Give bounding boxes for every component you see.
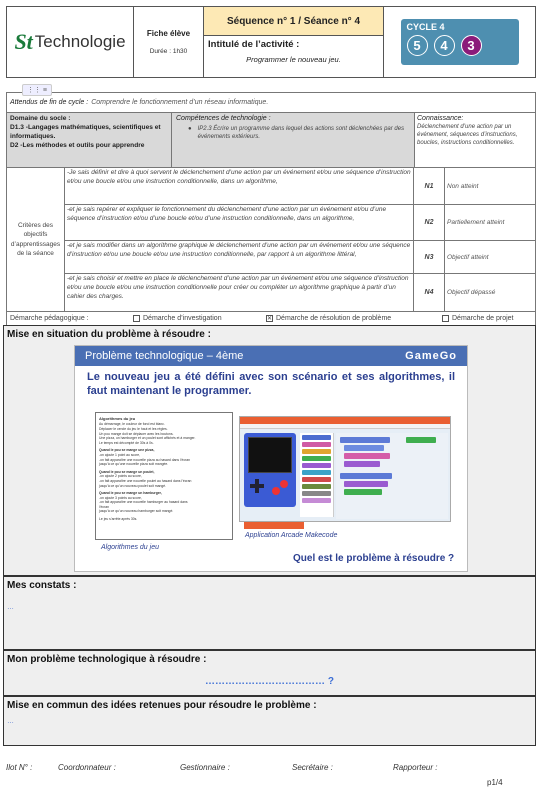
intitule-label: Intitulé de l’activité : <box>208 39 300 50</box>
checkbox-checked-icon[interactable]: ✕ <box>266 315 273 322</box>
competence-item <box>176 125 410 141</box>
section-title: Mise en commun des idées retenues pour résoudre le problème : <box>7 700 317 711</box>
palette-item <box>302 435 331 440</box>
cycle-cell <box>384 7 535 77</box>
palette-item <box>302 498 331 503</box>
probleme-section <box>3 650 536 696</box>
connaissance-title: Connaissance: <box>417 115 464 122</box>
critere-row <box>65 241 535 274</box>
mes-constats-section <box>3 576 536 650</box>
critere-row <box>65 168 535 205</box>
dpad-icon <box>250 479 264 493</box>
criteres-label: Critères des objectifs d’apprentissages de la séance <box>7 168 65 311</box>
cycle-badge <box>401 19 519 65</box>
demarche-label: Démarche pédagogique : <box>10 315 89 322</box>
palette-item <box>302 456 331 461</box>
arcade-toolbar <box>240 424 450 429</box>
slide-band-title: Problème technologique – 4ème <box>85 350 244 362</box>
code-block <box>344 445 384 451</box>
connaissance-cell <box>415 113 535 167</box>
palette-item <box>302 463 331 468</box>
a-button-icon <box>280 480 288 488</box>
palette-item <box>302 442 331 447</box>
b-button-icon <box>272 487 280 495</box>
demarche-option-label: Démarche de résolution de problème <box>276 315 392 322</box>
cycle-level-3: 3 <box>461 35 482 56</box>
demarche-option-investigation[interactable] <box>133 315 266 322</box>
technologie-logo <box>14 29 125 55</box>
algo-line: Au démarrage, le couleur de fond est blanc. <box>99 422 165 427</box>
cycle-level-4: 4 <box>434 35 455 56</box>
logo-prefix: St <box>14 29 33 54</box>
connaissance-value: Déclenchement d’une action par un événement, séquences d’instructions, boucles, instructions conditionnelles. <box>417 124 518 147</box>
algo-line: jusqu’à ce qu’un nouveau poulet soit mangé. <box>99 483 167 488</box>
mise-en-situation-section <box>3 325 536 576</box>
domaine-item-2: D2 -Les méthodes et outils pour apprendre <box>10 141 145 149</box>
logo-text: Technologie <box>34 32 126 51</box>
competences-title: Compétences de technologie : <box>176 115 271 122</box>
domaine-title: Domaine du socle : <box>10 115 71 122</box>
critere-text: -et je sais repérer et expliquer le fonctionnement du déclenchement d’une action par un événement et/ou d’une séquence d’instruction et/ou d’une boucle et/ou d’une instruction conditionnelle, dans un algorithme, <box>65 205 414 240</box>
critere-level-label: Objectif atteint <box>447 253 489 261</box>
competences-cell <box>172 113 415 167</box>
code-block <box>344 461 380 467</box>
criteres-block <box>6 168 536 312</box>
attendus-label: Attendus de fin de cycle : <box>10 99 89 106</box>
algo-line: -on ajoute 1 point au score, <box>99 452 141 457</box>
arcade-caption: Application Arcade Makecode <box>245 532 338 539</box>
critere-level-code: N1 <box>414 168 445 204</box>
algo-line: -on fait apparaître une nouvelle pizza au hasard dans l’écran <box>99 457 191 462</box>
critere-row <box>65 274 535 311</box>
page-number: p1/4 <box>487 778 503 787</box>
arcade-footer-bar <box>244 522 304 529</box>
competences-table <box>6 92 536 326</box>
fiche-title: Fiche élève <box>146 29 191 38</box>
demarche-option-projet[interactable] <box>442 315 513 322</box>
code-block <box>340 437 390 443</box>
code-block <box>344 489 382 495</box>
algo-line: Une pizza, un hamburger et un poulet sont affichés et à manger. <box>99 436 196 441</box>
sequence-label: Séquence n° 1 / Séance n° 4 <box>204 7 383 36</box>
slide-subtitle: Le nouveau jeu a été défini avec son scénario et ses algorithmes, il faut maintenant le programmer. <box>87 371 455 397</box>
console-screen <box>248 437 292 473</box>
critere-level-code: N3 <box>414 241 445 273</box>
algo-line: -on fait apparaître une nouvelle hamburger au hasard dans <box>99 500 188 505</box>
code-workspace <box>336 433 448 519</box>
critere-level-label: Objectif dépassé <box>447 289 496 296</box>
critere-level-code: N2 <box>414 205 445 240</box>
algo-line: Le temps est décompté de 30s à 0s. <box>99 440 154 445</box>
section-title: Mes constats : <box>7 580 77 591</box>
attendus-value: Comprendre le fonctionnement d’un réseau informatique. <box>91 99 269 106</box>
algo-line: l’écran <box>99 504 109 509</box>
checkbox-unchecked-icon[interactable] <box>133 315 140 322</box>
secretaire-label: Secrétaire : <box>292 763 333 772</box>
algo-line: Quand le pou se mange un poulet, <box>99 469 155 474</box>
gamego-logo: GameGo <box>405 350 457 362</box>
gestionnaire-label: Gestionnaire : <box>180 763 230 772</box>
algo-title: Algorithmes du jeu <box>99 416 136 421</box>
palette-item <box>302 449 331 454</box>
algo-caption: Algorithmes du jeu <box>101 544 159 551</box>
section-title: Mon problème technologique à résoudre : <box>7 654 207 665</box>
palette-item <box>302 470 331 475</box>
algo-line: -on ajoute 3 points au score, <box>99 495 142 500</box>
arcade-makecode-screenshot <box>239 416 451 522</box>
intitule-value: Programmer le nouveau jeu. <box>246 55 341 64</box>
algo-line: Un pou mange doit se déplacer avec les boutons. <box>99 431 174 436</box>
critere-level-label: Non atteint <box>447 182 479 190</box>
algo-line: Quand le pou se mange une pizza, <box>99 448 155 453</box>
critere-level-code: N4 <box>414 274 445 311</box>
critere-text: -et je sais choisir et mettre en place le déclenchement d’une action par un événement et/ou une séquence d’instruction et/ou une boucle et/ou une instruction conditionnelle pour créer ou compléter un algorithme graphique à partir d’un cahier des charges. <box>65 274 414 311</box>
palette-item <box>302 484 331 489</box>
fiche-cell <box>134 7 204 77</box>
intitule-block <box>204 36 383 67</box>
cycle-label: CYCLE 4 <box>406 22 445 32</box>
probleme-slide <box>74 345 468 572</box>
mise-en-commun-section <box>3 696 536 746</box>
section-title: Mise en situation du problème à résoudre : <box>7 329 211 340</box>
competence-text: IP2.3 Écrire un programme dans lequel des actions sont déclenchées par des événements extérieurs. <box>197 126 405 141</box>
algorithmes-document <box>95 412 233 540</box>
cycle-level-5: 5 <box>407 35 428 56</box>
domaine-row <box>6 113 536 168</box>
demarche-option-resolution[interactable] <box>266 315 442 322</box>
sequence-cell <box>204 7 384 77</box>
algo-line: Déplacer le cercle du jeu le haut et les règles. <box>99 426 168 431</box>
domaine-cell <box>7 113 172 167</box>
algo-line: Quand le pou se mange un hamburger, <box>99 491 162 496</box>
demarche-row <box>6 312 536 326</box>
arcade-console-icon <box>244 433 296 507</box>
attendus-row <box>6 92 536 113</box>
domaine-item-1: D1.3 -Langages mathématiques, scientifiques et informatiques. <box>10 123 161 140</box>
code-block <box>344 481 388 487</box>
answer-field[interactable]: ……………………………… ? <box>205 676 334 687</box>
roles-footer <box>6 763 536 772</box>
logo-cell <box>7 7 134 77</box>
code-block <box>340 473 392 479</box>
palette-item <box>302 491 331 496</box>
ilot-label: Ilot N° : <box>6 763 33 772</box>
slide-question: Quel est le problème à résoudre ? <box>293 553 455 564</box>
critere-text: -Je sais définir et dire à quoi servent le déclenchement d’une action par un événement et/ou une séquence d’instruction et/ou une boucle et/ou une instruction conditionnelle, dans un algorithme, <box>65 168 414 204</box>
answer-field[interactable]: … <box>7 604 14 611</box>
checkbox-unchecked-icon[interactable] <box>442 315 449 322</box>
block-palette <box>300 433 334 517</box>
arcade-menubar <box>240 417 450 424</box>
drag-handle-icon[interactable]: ⋮⋮ ≡ <box>22 84 52 96</box>
algo-line: jusqu’à ce qu’une nouvelle pizza soit mangée. <box>99 462 169 467</box>
demarche-option-label: Démarche d’investigation <box>143 315 222 322</box>
algo-line: -on ajoute 2 points au score, <box>99 474 142 479</box>
palette-item <box>302 477 331 482</box>
answer-field[interactable]: … <box>7 718 14 725</box>
coordonnateur-label: Coordonnateur : <box>58 763 116 772</box>
algo-line: -on fait apparaître une nouvelle poulet au hasard dans l’écran <box>99 478 192 483</box>
duree: Durée : 1h30 <box>149 48 188 55</box>
demarche-option-label: Démarche de projet <box>452 315 514 322</box>
critere-text: -et je sais modifier dans un algorithme graphique le déclenchement d’une action par un événement et/ou une séquence d’instruction et/ou une boucle et/ou une instruction conditionnelle, par rapport à un algorithme littéral, <box>65 241 414 273</box>
algo-line: jusqu’à ce qu’un nouveau hamburger soit mangé. <box>99 509 174 514</box>
slide-band <box>75 346 467 366</box>
cycle-levels <box>407 35 482 56</box>
critere-level-label: Partiellement atteint <box>447 219 505 226</box>
critere-row <box>65 205 535 241</box>
rapporteur-label: Rapporteur : <box>393 763 438 772</box>
document-header <box>6 6 536 78</box>
code-block <box>406 437 436 443</box>
algo-line: Le jeu s’arrête après 30s. <box>99 517 138 522</box>
bullet-icon: ● <box>188 126 192 132</box>
code-block <box>344 453 390 459</box>
criteres-rows <box>65 168 535 311</box>
